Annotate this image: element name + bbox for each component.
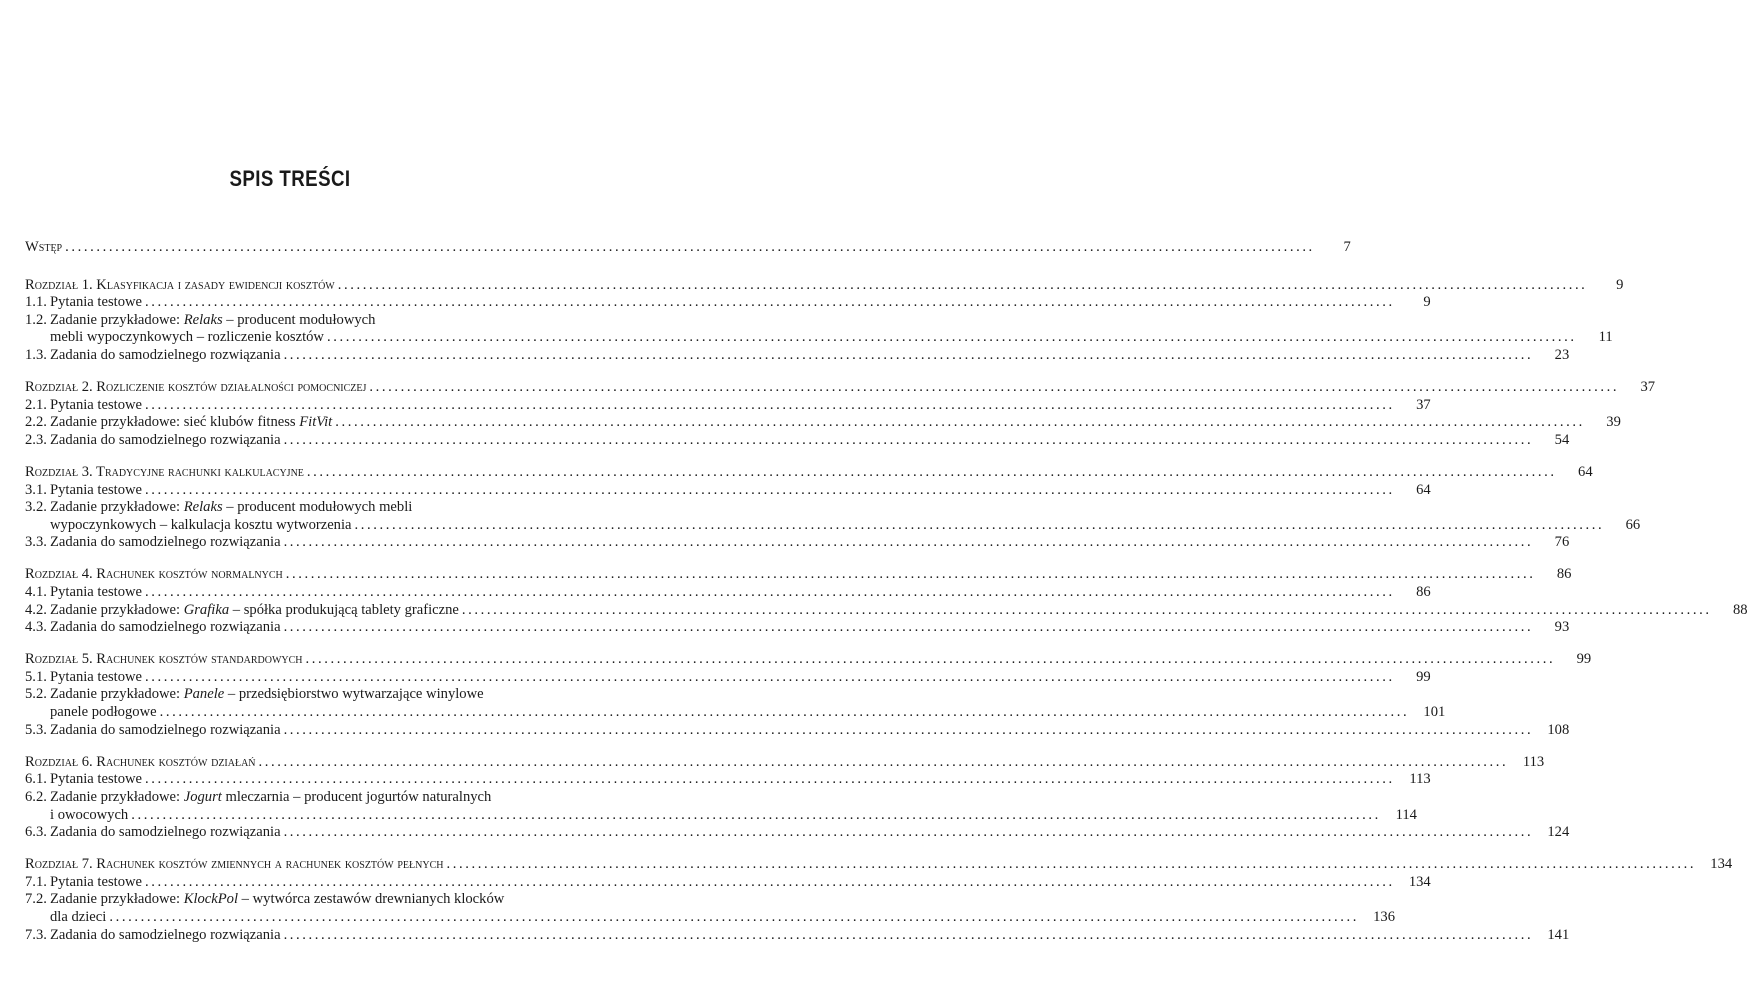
toc-line xyxy=(25,534,1570,552)
page-number: 99 xyxy=(1576,651,1592,668)
chapter-title: Rozdział 3. Tradycyjne rachunki kalkulacyjne xyxy=(25,463,304,480)
toc-section-entry[interactable] xyxy=(25,668,1431,687)
toc-section-entry[interactable] xyxy=(25,396,1431,415)
section-number: 2.2. xyxy=(25,414,47,431)
section-title-continuation: wypoczynkowych – kalkulacja kosztu wytworzenia xyxy=(50,516,352,533)
dot-leader: ........................................................................................................................................................................................................ xyxy=(109,909,1360,925)
section-title-text: Zadanie przykładowe: xyxy=(50,601,184,618)
toc-line xyxy=(25,651,1592,669)
toc-line xyxy=(25,239,1351,257)
section-title-text: Zadania do samodzielnego rozwiązania xyxy=(50,824,281,841)
section-title-company: Grafika xyxy=(183,601,230,618)
toc-section-entry[interactable] xyxy=(25,311,1613,347)
toc-section-entry[interactable] xyxy=(25,619,1570,637)
section-number: 6.1. xyxy=(25,771,47,788)
page-number: 141 xyxy=(1547,926,1570,943)
toc-group xyxy=(25,379,1656,449)
section-title xyxy=(50,619,281,637)
toc-line xyxy=(25,926,1570,945)
section-title xyxy=(50,874,142,892)
toc-line xyxy=(25,379,1656,397)
toc-chapter-entry[interactable] xyxy=(25,566,1572,584)
section-title-text: Pytania testowe xyxy=(50,873,143,890)
toc-line xyxy=(25,753,1545,772)
section-title xyxy=(50,771,142,789)
section-title-text: Zadanie przykładowe: xyxy=(50,499,184,516)
dot-leader: ........................................................................................................................................................................................................ xyxy=(145,584,1395,600)
section-title xyxy=(50,482,142,500)
section-number: 6.3. xyxy=(25,824,47,841)
dot-leader: ........................................................................................................................................................................................................ xyxy=(145,396,1395,413)
page-number: 76 xyxy=(1554,534,1570,551)
page-number: 54 xyxy=(1554,431,1570,448)
toc-section-entry[interactable] xyxy=(25,788,1417,824)
toc-line xyxy=(25,619,1570,637)
section-number: 5.3. xyxy=(25,721,47,738)
page-number: 23 xyxy=(1554,346,1570,363)
dot-leader: ........................................................................................................................................................................................................ xyxy=(159,704,1410,721)
page-number: 113 xyxy=(1522,753,1545,770)
dot-leader: ........................................................................................................................................................................................................ xyxy=(145,771,1395,788)
toc-line xyxy=(25,789,557,807)
toc-line xyxy=(25,873,1431,892)
section-title-text: Zadania do samodzielnego rozwiązania xyxy=(50,346,281,363)
toc-line xyxy=(25,704,1446,722)
section-number: 1.1. xyxy=(25,294,47,311)
dot-leader: ........................................................................................................................................................................................................ xyxy=(446,856,1697,873)
page-number: 134 xyxy=(1710,856,1733,873)
section-title xyxy=(50,534,281,552)
toc-line xyxy=(25,668,1431,687)
toc-line xyxy=(25,329,1613,347)
toc-line xyxy=(25,686,557,704)
section-title xyxy=(50,669,142,687)
page-number: 37 xyxy=(1416,396,1431,413)
section-title-text: Zadanie przykładowe: xyxy=(50,891,184,908)
page-number: 101 xyxy=(1423,704,1446,721)
section-title xyxy=(50,584,142,602)
section-title-text: – przedsiębiorstwo wytwarzające winylowe xyxy=(224,686,484,703)
toc-section-entry[interactable] xyxy=(25,926,1570,945)
toc-group xyxy=(25,463,1641,552)
page-number: 108 xyxy=(1547,721,1570,738)
section-title-company: KlockPol xyxy=(183,891,239,908)
page-number: 88 xyxy=(1732,601,1748,618)
toc-line xyxy=(25,566,1572,584)
section-number: 2.1. xyxy=(25,396,47,413)
toc-group xyxy=(25,239,1351,257)
toc-chapter-entry[interactable] xyxy=(25,239,1351,257)
toc-chapter-entry[interactable] xyxy=(25,753,1545,772)
toc-chapter-entry[interactable] xyxy=(25,276,1624,295)
section-title-text: – producent modułowych xyxy=(222,311,376,328)
toc-line xyxy=(25,346,1570,365)
section-title-text: mleczarnia – producent jogurtów naturalnych xyxy=(221,788,492,805)
section-title-company: Jogurt xyxy=(183,788,222,805)
toc-line xyxy=(25,584,1431,602)
toc-line xyxy=(25,806,1417,825)
section-title xyxy=(50,686,484,704)
dot-leader: ........................................................................................................................................................................................................ xyxy=(306,463,1557,480)
toc-section-entry[interactable] xyxy=(25,346,1570,365)
section-title xyxy=(50,294,142,312)
dot-leader: ........................................................................................................................................................................................................ xyxy=(65,239,1315,255)
toc-line xyxy=(25,771,1431,789)
page-number: 9 xyxy=(1616,276,1624,293)
toc-group xyxy=(25,856,1733,944)
toc-section-entry[interactable] xyxy=(25,891,1396,926)
page-number: 64 xyxy=(1578,463,1593,480)
section-title-company: Relaks xyxy=(183,499,223,516)
indent xyxy=(25,807,50,825)
table-of-contents xyxy=(25,239,1748,944)
toc-line xyxy=(25,414,1621,432)
chapter-title: Wstęp xyxy=(25,239,63,255)
section-title-text: Zadanie przykładowe: xyxy=(50,311,184,328)
section-title xyxy=(50,347,281,365)
section-title-text: Pytania testowe xyxy=(50,294,143,311)
section-number: 7.1. xyxy=(25,873,47,890)
page-number: 86 xyxy=(1416,584,1431,600)
toc-section-entry[interactable] xyxy=(25,873,1431,892)
section-number: 5.2. xyxy=(25,686,47,703)
section-number: 4.1. xyxy=(25,584,47,600)
toc-chapter-entry[interactable] xyxy=(25,379,1656,397)
indent xyxy=(25,909,50,927)
section-title-company: Panele xyxy=(183,686,225,703)
toc-line xyxy=(25,721,1570,740)
section-title-text: Pytania testowe xyxy=(50,771,143,788)
dot-leader: ........................................................................................................................................................................................................ xyxy=(283,824,1534,841)
page-number: 39 xyxy=(1606,414,1621,431)
page-number: 7 xyxy=(1343,239,1351,255)
section-title-text: Pytania testowe xyxy=(50,481,143,498)
dot-leader: ........................................................................................................................................................................................................ xyxy=(305,651,1556,668)
section-title-text: – wytwórca zestawów drewnianych klocków xyxy=(238,891,505,908)
page-number: 113 xyxy=(1409,771,1431,788)
section-number: 3.2. xyxy=(25,499,47,516)
section-number: 7.2. xyxy=(25,891,47,908)
section-title-text: Zadania do samodzielnego rozwiązania xyxy=(50,431,281,448)
toc-line xyxy=(25,431,1570,450)
section-number: 3.3. xyxy=(25,534,47,551)
toc-section-entry[interactable] xyxy=(25,721,1570,740)
chapter-title: Rozdział 2. Rozliczenie kosztów działalności pomocniczej xyxy=(25,379,367,396)
indent xyxy=(25,517,50,535)
page-number: 11 xyxy=(1598,329,1613,346)
dot-leader: ........................................................................................................................................................................................................ xyxy=(461,601,1712,618)
dot-leader: ........................................................................................................................................................................................................ xyxy=(326,329,1577,346)
section-title xyxy=(50,891,504,909)
section-title-text: Zadanie przykładowe: xyxy=(50,788,184,805)
section-number: 1.3. xyxy=(25,346,47,363)
dot-leader: ........................................................................................................................................................................................................ xyxy=(145,481,1395,498)
section-number: 6.2. xyxy=(25,788,47,805)
section-title-text: – spółka produkującą tablety graficzne xyxy=(229,601,459,618)
page-number: 114 xyxy=(1395,806,1417,823)
dot-leader: ........................................................................................................................................................................................................ xyxy=(283,721,1534,738)
section-number: 7.3. xyxy=(25,926,47,943)
toc-group xyxy=(25,753,1570,842)
section-title xyxy=(50,414,332,432)
toc-line xyxy=(25,276,1624,295)
toc-section-entry[interactable] xyxy=(25,771,1431,789)
toc-section-entry[interactable] xyxy=(25,294,1431,312)
dot-leader: ........................................................................................................................................................................................................ xyxy=(145,294,1395,311)
section-title xyxy=(50,432,281,450)
toc-line xyxy=(25,396,1431,415)
toc-line xyxy=(25,909,1396,927)
dot-leader: ........................................................................................................................................................................................................ xyxy=(145,873,1395,890)
section-title-text: Pytania testowe xyxy=(50,668,143,685)
dot-leader: ........................................................................................................................................................................................................ xyxy=(285,566,1536,583)
indent xyxy=(25,704,50,722)
page-number: 99 xyxy=(1416,668,1431,685)
section-title-text: Zadania do samodzielnego rozwiązania xyxy=(50,534,281,551)
section-title-company: FitVit xyxy=(299,414,333,431)
toc-line xyxy=(25,516,1641,535)
toc-section-entry[interactable] xyxy=(25,686,1446,721)
toc-line xyxy=(25,856,1733,874)
page-number: 136 xyxy=(1373,909,1396,925)
section-title xyxy=(50,722,281,740)
section-title-text: Zadania do samodzielnego rozwiązania xyxy=(50,926,281,943)
section-number: 3.1. xyxy=(25,481,47,498)
toc-section-entry[interactable] xyxy=(25,499,1641,534)
section-title xyxy=(50,789,491,807)
dot-leader: ........................................................................................................................................................................................................ xyxy=(369,379,1620,396)
indent xyxy=(25,329,50,347)
dot-leader: ........................................................................................................................................................................................................ xyxy=(258,753,1509,770)
chapter-title: Rozdział 1. Klasyfikacja i zasady ewidencji kosztów xyxy=(25,276,335,293)
dot-leader: ........................................................................................................................................................................................................ xyxy=(131,806,1381,823)
section-number: 5.1. xyxy=(25,668,47,685)
dot-leader: ........................................................................................................................................................................................................ xyxy=(283,619,1534,636)
dot-leader: ........................................................................................................................................................................................................ xyxy=(283,346,1534,363)
toc-chapter-entry[interactable] xyxy=(25,463,1593,482)
section-title xyxy=(50,927,281,945)
toc-section-entry[interactable] xyxy=(25,431,1570,450)
toc-chapter-entry[interactable] xyxy=(25,651,1592,669)
chapter-title: Rozdział 4. Rachunek kosztów normalnych xyxy=(25,566,283,583)
toc-section-entry[interactable] xyxy=(25,414,1621,432)
page-number: 64 xyxy=(1416,481,1431,498)
toc-section-entry[interactable] xyxy=(25,534,1570,552)
toc-section-entry[interactable] xyxy=(25,584,1431,602)
toc-line xyxy=(25,499,557,517)
toc-line xyxy=(25,294,1431,312)
page-number: 9 xyxy=(1423,294,1431,311)
section-title-text: Pytania testowe xyxy=(50,584,143,600)
section-title-text: Zadania do samodzielnego rozwiązania xyxy=(50,619,281,636)
page-title: SPIS TREŚCI xyxy=(229,166,351,191)
section-title xyxy=(50,499,412,517)
toc-line xyxy=(25,312,557,330)
toc-line xyxy=(25,463,1593,482)
section-title xyxy=(50,312,375,330)
chapter-title: Rozdział 7. Rachunek kosztów zmiennych a rachunek kosztów pełnych xyxy=(25,856,444,873)
section-title-text: Zadanie przykładowe: xyxy=(50,686,184,703)
dot-leader: ........................................................................................................................................................................................................ xyxy=(283,534,1534,551)
toc-section-entry[interactable] xyxy=(25,601,1748,620)
section-title-text: Zadania do samodzielnego rozwiązania xyxy=(50,721,281,738)
section-title-company: Relaks xyxy=(183,311,223,328)
page-number: 66 xyxy=(1625,516,1641,533)
toc-group xyxy=(25,276,1624,365)
toc-group xyxy=(25,651,1592,739)
page-number: 37 xyxy=(1640,379,1656,396)
toc-line xyxy=(25,601,1748,620)
page-number: 124 xyxy=(1547,824,1570,841)
section-title-continuation: dla dzieci xyxy=(50,909,107,925)
toc-line xyxy=(25,481,1431,500)
section-title xyxy=(50,824,281,842)
section-title-text: – producent modułowych mebli xyxy=(222,499,413,516)
section-number: 2.3. xyxy=(25,431,47,448)
section-title-continuation: panele podłogowe xyxy=(50,704,157,721)
section-number: 1.2. xyxy=(25,311,47,328)
section-number: 4.2. xyxy=(25,601,47,618)
section-title xyxy=(50,602,459,620)
dot-leader: ........................................................................................................................................................................................................ xyxy=(337,276,1588,293)
page-number: 93 xyxy=(1554,619,1570,636)
toc-section-entry[interactable] xyxy=(25,824,1570,842)
toc-line xyxy=(25,824,1570,842)
toc-chapter-entry[interactable] xyxy=(25,856,1733,874)
chapter-title: Rozdział 6. Rachunek kosztów działań xyxy=(25,753,256,770)
dot-leader: ........................................................................................................................................................................................................ xyxy=(283,926,1534,943)
dot-leader: ........................................................................................................................................................................................................ xyxy=(354,516,1605,533)
section-title-text: Zadanie przykładowe: sieć klubów fitness xyxy=(50,414,300,431)
dot-leader: ........................................................................................................................................................................................................ xyxy=(283,431,1534,448)
section-title-text: Pytania testowe xyxy=(50,396,143,413)
toc-line xyxy=(25,891,557,909)
chapter-title: Rozdział 5. Rachunek kosztów standardowych xyxy=(25,651,303,668)
page-number: 134 xyxy=(1408,873,1431,890)
page-number: 86 xyxy=(1556,566,1572,583)
dot-leader: ........................................................................................................................................................................................................ xyxy=(335,414,1585,431)
section-title-continuation: i owocowych xyxy=(50,806,129,823)
toc-section-entry[interactable] xyxy=(25,481,1431,500)
section-title-continuation: mebli wypoczynkowych – rozliczenie kosztów xyxy=(50,329,324,346)
section-number: 4.3. xyxy=(25,619,47,636)
dot-leader: ........................................................................................................................................................................................................ xyxy=(145,668,1395,685)
section-title xyxy=(50,397,142,415)
toc-group xyxy=(25,566,1748,636)
